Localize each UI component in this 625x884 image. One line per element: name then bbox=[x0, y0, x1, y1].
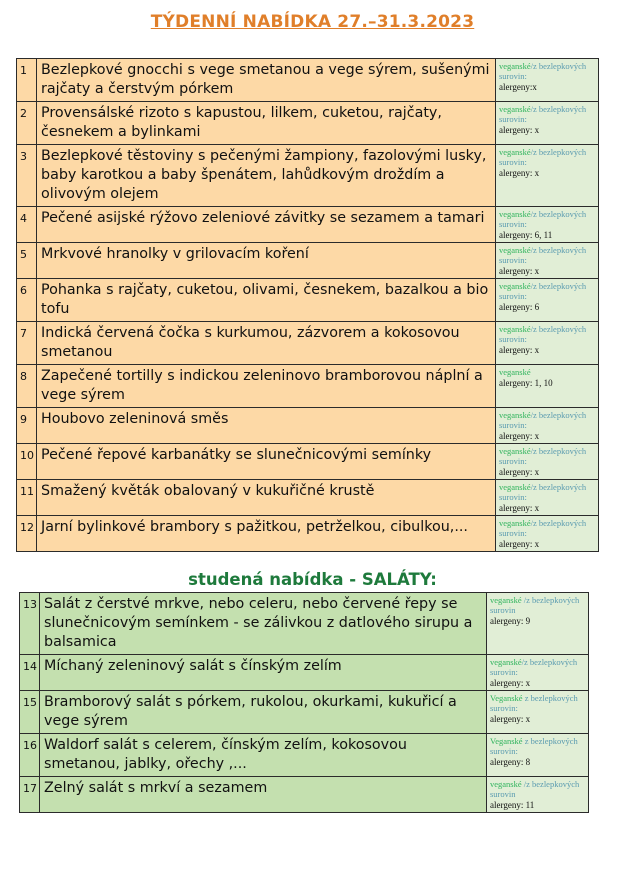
page-title: TÝDENNÍ NABÍDKA 27.–31.3.2023 bbox=[150, 12, 475, 32]
allergens-label: alergeny: x bbox=[499, 539, 540, 549]
gluten-free-label: /z bezlepkových surovin: bbox=[499, 104, 587, 124]
gluten-free-label: /z bezlepkových surovin: bbox=[490, 657, 578, 677]
menu-row bbox=[17, 480, 599, 516]
allergens-label: alergeny: x bbox=[499, 431, 540, 441]
gluten-free-label: /z bezlepkových surovin: bbox=[499, 61, 587, 81]
dish-name: Jarní bylinkové brambory s pažitkou, petrželkou, cibulkou,... bbox=[37, 516, 496, 552]
dish-name: Bezlepkové gnocchi s vege smetanou a vege sýrem, sušenými rajčaty a čerstvým pórkem bbox=[37, 59, 496, 102]
menu-row bbox=[20, 593, 589, 655]
item-number: 16 bbox=[20, 734, 40, 777]
vegan-label: veganské bbox=[490, 657, 522, 667]
dish-name: Mrkvové hranolky v grilovacím koření bbox=[37, 243, 496, 279]
allergens-label: alergeny: 1, 10 bbox=[499, 378, 553, 388]
vegan-label: veganské bbox=[490, 779, 522, 789]
dietary-info bbox=[496, 322, 599, 365]
dietary-info bbox=[496, 480, 599, 516]
vegan-label: veganské bbox=[499, 410, 531, 420]
vegan-label: veganské bbox=[499, 147, 531, 157]
item-number: 11 bbox=[17, 480, 37, 516]
dish-name: Míchaný zeleninový salát s čínským zelím bbox=[40, 655, 487, 691]
gluten-free-label: /z bezlepkových surovin bbox=[490, 779, 580, 799]
dietary-info bbox=[496, 207, 599, 243]
vegan-label: veganské bbox=[499, 245, 531, 255]
item-number: 1 bbox=[17, 59, 37, 102]
dietary-info bbox=[496, 243, 599, 279]
dish-name: Provensálské rizoto s kapustou, lilkem, cuketou, rajčaty, česnekem a bylinkami bbox=[37, 102, 496, 145]
dietary-info bbox=[496, 59, 599, 102]
allergens-label: alergeny: x bbox=[499, 345, 540, 355]
gluten-free-label: /z bezlepkových surovin: bbox=[499, 410, 587, 430]
salads-table bbox=[19, 592, 589, 813]
dietary-info bbox=[487, 593, 589, 655]
menu-row bbox=[17, 243, 599, 279]
dish-name: Salát z čerstvé mrkve, nebo celeru, nebo červené řepy se slunečnicovým semínkem - se zálivkou z datlového sirupu a balsamica bbox=[40, 593, 487, 655]
allergens-label: alergeny: 6 bbox=[499, 302, 540, 312]
item-number: 4 bbox=[17, 207, 37, 243]
dietary-info bbox=[487, 691, 589, 734]
dietary-info bbox=[496, 408, 599, 444]
vegan-label: veganské bbox=[499, 367, 531, 377]
dietary-info bbox=[487, 655, 589, 691]
dietary-info bbox=[487, 777, 589, 813]
gluten-free-label: /z bezlepkových surovin: bbox=[499, 147, 587, 167]
allergens-label: alergeny: 9 bbox=[490, 616, 531, 626]
dish-name: Pohanka s rajčaty, cuketou, olivami, česnekem, bazalkou a bio tofu bbox=[37, 279, 496, 322]
item-number: 17 bbox=[20, 777, 40, 813]
dish-name: Smažený květák obalovaný v kukuřičné krustě bbox=[37, 480, 496, 516]
item-number: 12 bbox=[17, 516, 37, 552]
vegan-label: veganské bbox=[499, 104, 531, 114]
allergens-label: alergeny:x bbox=[499, 82, 537, 92]
gluten-free-label: /z bezlepkových surovin: bbox=[499, 446, 587, 466]
dietary-info bbox=[496, 444, 599, 480]
vegan-label: veganské bbox=[499, 281, 531, 291]
dietary-info bbox=[496, 279, 599, 322]
vegan-label: Veganské bbox=[490, 693, 523, 703]
menu-row bbox=[17, 59, 599, 102]
dish-name: Bezlepkové těstoviny s pečenými žampiony, fazolovými lusky, baby karotkou a baby špenátem, lahůdkovým droždím a olivovým olejem bbox=[37, 145, 496, 207]
menu-row bbox=[20, 655, 589, 691]
item-number: 15 bbox=[20, 691, 40, 734]
allergens-label: alergeny: x bbox=[499, 467, 540, 477]
item-number: 9 bbox=[17, 408, 37, 444]
hot-menu-table bbox=[16, 58, 599, 552]
menu-row bbox=[17, 444, 599, 480]
menu-row bbox=[20, 777, 589, 813]
menu-row bbox=[20, 691, 589, 734]
dietary-info bbox=[487, 734, 589, 777]
item-number: 8 bbox=[17, 365, 37, 408]
item-number: 14 bbox=[20, 655, 40, 691]
vegan-label: veganské bbox=[499, 518, 531, 528]
vegan-label: veganské bbox=[499, 446, 531, 456]
item-number: 6 bbox=[17, 279, 37, 322]
menu-row bbox=[17, 516, 599, 552]
gluten-free-label: /z bezlepkových surovin: bbox=[499, 324, 587, 344]
gluten-free-label: /z bezlepkových surovin: bbox=[499, 281, 587, 301]
vegan-label: Veganské bbox=[490, 736, 523, 746]
gluten-free-label: /z bezlepkových surovin: bbox=[499, 209, 587, 229]
vegan-label: veganské bbox=[499, 482, 531, 492]
menu-row bbox=[17, 279, 599, 322]
dish-name: Zelný salát s mrkví a sezamem bbox=[40, 777, 487, 813]
vegan-label: veganské bbox=[499, 61, 531, 71]
gluten-free-label: z bezlepkových surovin: bbox=[490, 736, 578, 756]
item-number: 10 bbox=[17, 444, 37, 480]
allergens-label: alergeny: 11 bbox=[490, 800, 535, 810]
allergens-label: alergeny: 8 bbox=[490, 757, 531, 767]
menu-row bbox=[17, 102, 599, 145]
dish-name: Waldorf salát s celerem, čínským zelím, kokosovou smetanou, jablky, ořechy ,... bbox=[40, 734, 487, 777]
gluten-free-label: z bezlepkových surovin: bbox=[490, 693, 578, 713]
menu-row bbox=[17, 207, 599, 243]
menu-row bbox=[20, 734, 589, 777]
dietary-info bbox=[496, 516, 599, 552]
dietary-info bbox=[496, 365, 599, 408]
allergens-label: alergeny: x bbox=[499, 503, 540, 513]
item-number: 2 bbox=[17, 102, 37, 145]
allergens-label: alergeny: 6, 11 bbox=[499, 230, 553, 240]
gluten-free-label: /z bezlepkových surovin bbox=[490, 595, 580, 615]
vegan-label: veganské bbox=[499, 324, 531, 334]
item-number: 13 bbox=[20, 593, 40, 655]
dish-name: Pečené řepové karbanátky se slunečnicovými semínky bbox=[37, 444, 496, 480]
vegan-label: veganské bbox=[490, 595, 522, 605]
menu-row bbox=[17, 408, 599, 444]
allergens-label: alergeny: x bbox=[499, 266, 540, 276]
item-number: 5 bbox=[17, 243, 37, 279]
allergens-label: alergeny: x bbox=[499, 168, 540, 178]
item-number: 7 bbox=[17, 322, 37, 365]
allergens-label: alergeny: x bbox=[499, 125, 540, 135]
menu-row bbox=[17, 365, 599, 408]
item-number: 3 bbox=[17, 145, 37, 207]
dish-name: Indická červená čočka s kurkumou, zázvorem a kokosovou smetanou bbox=[37, 322, 496, 365]
menu-row bbox=[17, 145, 599, 207]
dish-name: Pečené asijské rýžovo zeleniové závitky se sezamem a tamari bbox=[37, 207, 496, 243]
dietary-info bbox=[496, 102, 599, 145]
allergens-label: alergeny: x bbox=[490, 678, 531, 688]
dish-name: Houbovo zeleninová směs bbox=[37, 408, 496, 444]
gluten-free-label: /z bezlepkových surovin: bbox=[499, 245, 587, 265]
salads-section-title: studená nabídka - SALÁTY: bbox=[188, 570, 437, 589]
allergens-label: alergeny: x bbox=[490, 714, 531, 724]
gluten-free-label: /z bezlepkových surovin: bbox=[499, 518, 587, 538]
vegan-label: veganské bbox=[499, 209, 531, 219]
dish-name: Bramborový salát s pórkem, rukolou, okurkami, kukuřicí a vege sýrem bbox=[40, 691, 487, 734]
menu-row bbox=[17, 322, 599, 365]
dish-name: Zapečené tortilly s indickou zeleninovo bramborovou náplní a vege sýrem bbox=[37, 365, 496, 408]
gluten-free-label: /z bezlepkových surovin: bbox=[499, 482, 587, 502]
dietary-info bbox=[496, 145, 599, 207]
